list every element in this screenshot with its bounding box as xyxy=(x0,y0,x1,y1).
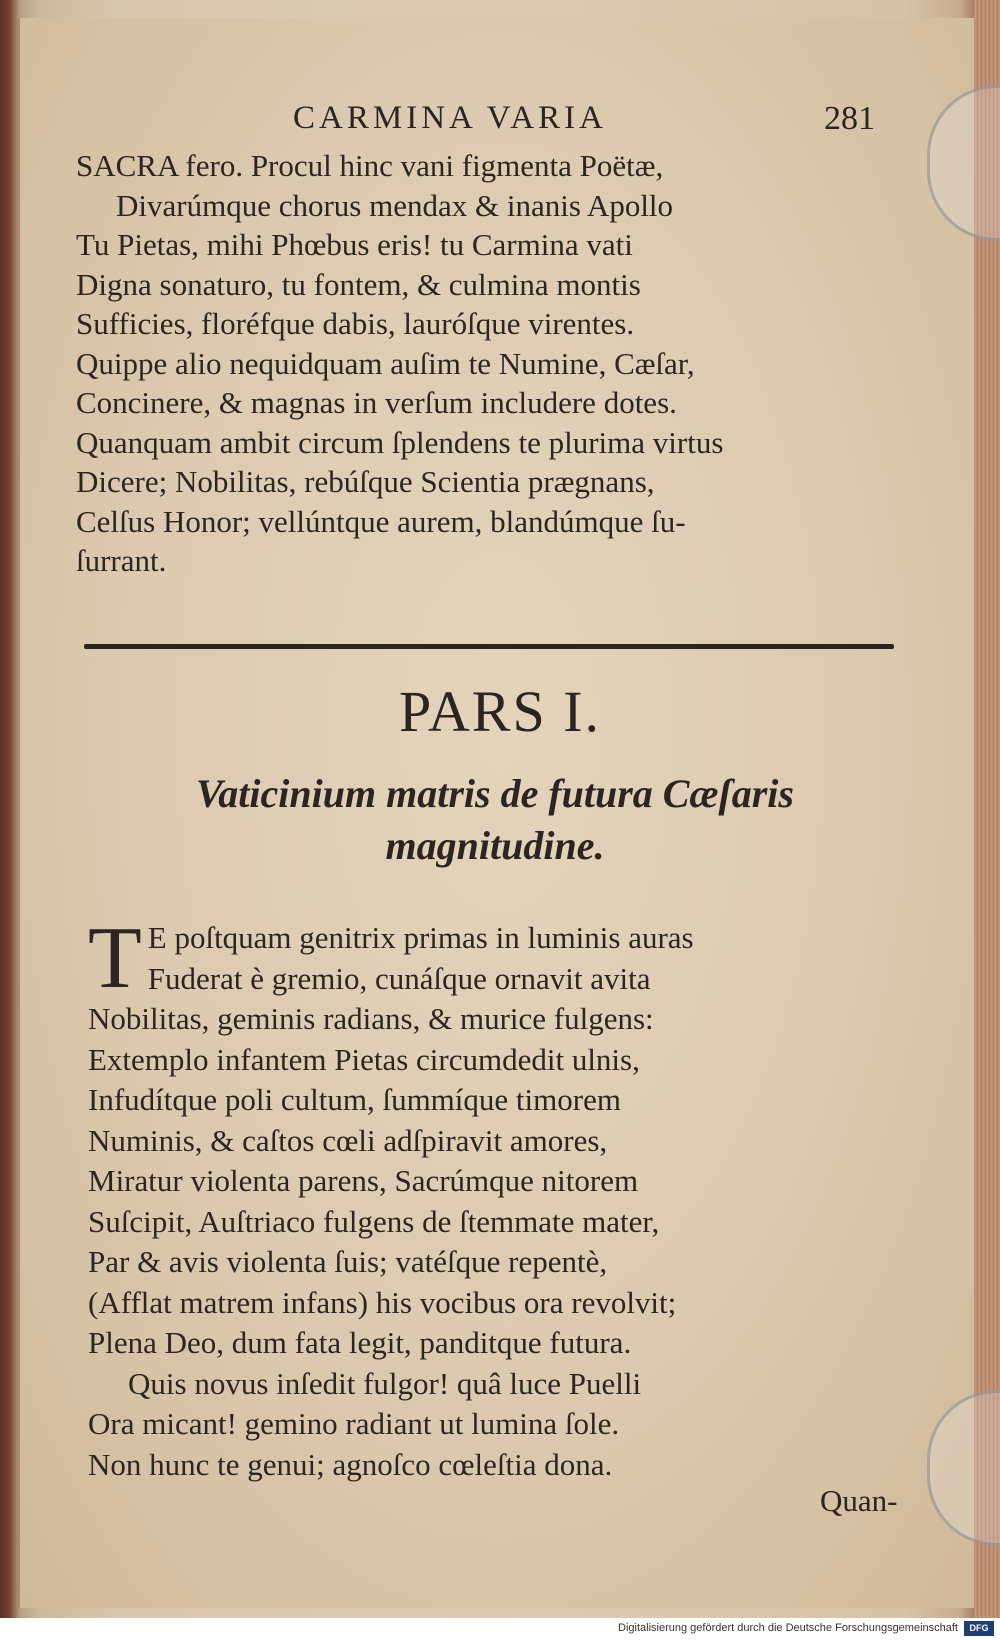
top-poem xyxy=(76,146,906,581)
poem-line: Numinis, & caſtos cœli adſpiravit amores, xyxy=(88,1122,608,1158)
drop-cap: T xyxy=(88,910,142,1007)
poem-line: Dicere; Nobilitas, rebúſque Scientia prægnans, xyxy=(76,464,655,499)
poem-line: Sufficies, floréfque dabis, lauróſque virentes. xyxy=(76,306,635,341)
page-edges xyxy=(974,0,1000,1618)
poem-line: Miratur violenta parens, Sacrúmque nitorem xyxy=(88,1163,639,1198)
poem-line: SACRA fero. Procul hinc vani figmenta Poëtæ, xyxy=(76,148,664,183)
subtitle-line: Vaticinium matris de futura Cæſaris xyxy=(196,771,794,816)
catchword: Quan- xyxy=(820,1483,898,1518)
running-title: CARMINA VARIA xyxy=(293,100,607,136)
subtitle-line: magnitudine. xyxy=(385,823,605,868)
poem-line: Nobilitas, geminis radians, & murice fulgens: xyxy=(88,1001,654,1036)
section-divider xyxy=(84,644,894,649)
poem-line: Non hunc te genui; agnoſco cœleſtia dona. xyxy=(88,1446,613,1482)
poem-line: Extemplo infantem Pietas circumdedit ulnis, xyxy=(88,1041,640,1077)
footer-credit: Digitalisierung gefördert durch die Deutsche Forschungsgemeinschaft xyxy=(618,1622,958,1634)
poem-line: Celſus Honor; vellúntque aurem, blandúmque ſu- xyxy=(76,503,686,539)
poem-line: Suſcipit, Auſtriaco fulgens de ſtemmate mater, xyxy=(88,1203,660,1239)
poem-line: Quis novus inſedit fulgor! quâ luce Puelli xyxy=(128,1365,642,1401)
poem-line: ſurrant. xyxy=(76,543,167,578)
poem-line: Tu Pietas, mihi Phœbus eris! tu Carmina vati xyxy=(76,227,633,262)
poem-line: Digna sonaturo, tu fontem, & culmina montis xyxy=(76,266,641,302)
poem-line: E poſtquam genitrix primas in luminis auras xyxy=(147,920,694,955)
page-number: 281 xyxy=(824,100,875,137)
main-poem xyxy=(88,910,918,1485)
poem-line: Infudítque poli cultum, ſummíque timorem xyxy=(88,1082,621,1117)
book-page xyxy=(18,18,980,1608)
poem-line: Divarúmque chorus mendax & inanis Apollo xyxy=(116,187,674,223)
footer-bar xyxy=(0,1618,1000,1641)
poem-line: (Afflat matrem infans) his vocibus ora revolvit; xyxy=(88,1284,677,1320)
poem-line: Par & avis violenta ſuis; vatéſque repentè, xyxy=(88,1244,608,1279)
poem-line: Concinere, & magnas in verſum includere dotes. xyxy=(76,385,677,420)
poem-line: Fuderat è gremio, cunáſque ornavit avita xyxy=(147,960,651,996)
poem-line: Quippe alio nequidquam auſim te Numine, Cæſar, xyxy=(76,345,695,381)
dfg-logo: DFG xyxy=(964,1621,994,1636)
poem-line: Plena Deo, dum fata legit, panditque futura. xyxy=(88,1325,632,1360)
section-title: PARS I. xyxy=(398,679,602,744)
poem-line: Quanquam ambit circum ſplendens te plurima virtus xyxy=(76,424,724,460)
poem-line: Ora micant! gemino radiant ut lumina ſole. xyxy=(88,1406,620,1441)
section-subtitle xyxy=(80,768,910,872)
